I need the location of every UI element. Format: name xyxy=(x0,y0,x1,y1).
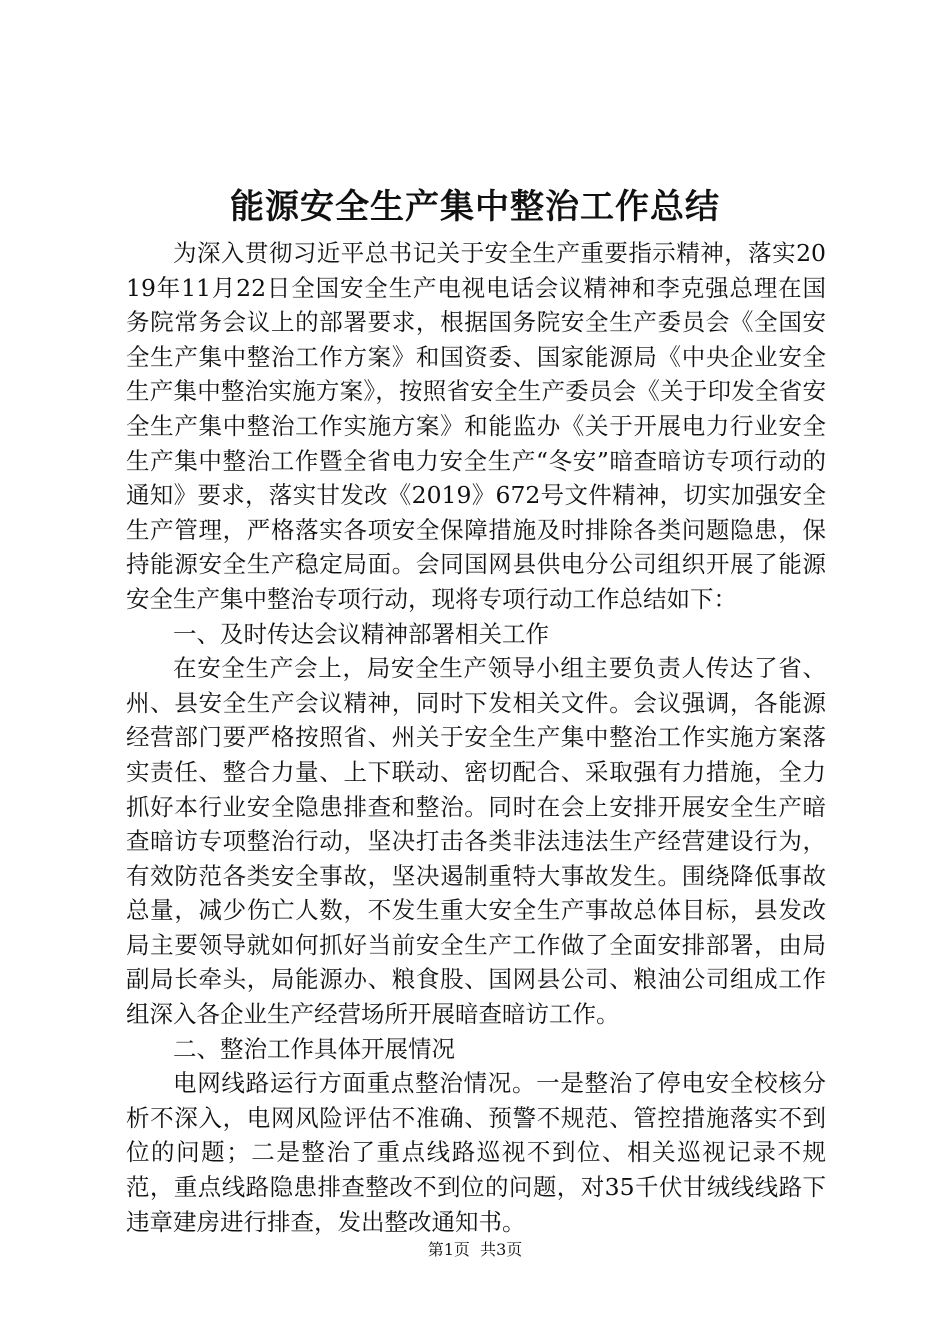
section-heading-2: 二、整治工作具体开展情况 xyxy=(173,1034,455,1063)
page-footer xyxy=(0,1240,950,1260)
document-body xyxy=(126,236,826,1239)
page-number: 第1页 xyxy=(427,1240,470,1259)
paragraph-section-2: 电网线路运行方面重点整治情况。一是整治了停电安全校核分析不深入，电网风险评估不准确、预警不规范、管控措施落实不到位的问题；二是整治了重点线路巡视不到位、相关巡视记录不规范，重点线路隐患排查整改不到位的问题，对35千伏甘绒线线路下违章建房进行排查，发出整改通知书。 xyxy=(126,1069,826,1236)
section-heading-1: 一、及时传达会议精神部署相关工作 xyxy=(173,619,549,648)
paragraph-section-1: 在安全生产会上，局安全生产领导小组主要负责人传达了省、州、县安全生产会议精神，同时下发相关文件。会议强调，各能源经营部门要严格按照省、州关于安全生产集中整治工作实施方案落实责任、整合力量、上下联动、密切配合、采取强有力措施，全力抓好本行业安全隐患排查和整治。同时在会上安排开展安全生产暗查暗访专项整治行动，坚决打击各类非法违法生产经营建设行为，有效防范各类安全事故，坚决遏制重特大事故发生。围绕降低事故总量，减少伤亡人数，不发生重大安全生产事故总体目标，县发改局主要领导就如何抓好当前安全生产工作做了全面安排部署，由局副局长牵头，局能源办、粮食股、国网县公司、粮油公司组成工作组深入各企业生产经营场所开展暗查暗访工作。 xyxy=(126,654,826,1029)
page-total: 共3页 xyxy=(480,1240,523,1259)
document-title: 能源安全生产集中整治工作总结 xyxy=(230,187,720,227)
paragraph-intro: 为深入贯彻习近平总书记关于安全生产重要指示精神，落实2019年11月22日全国安全生产电视电话会议精神和李克强总理在国务院常务会议上的部署要求，根据国务院安全生产委员会《全国安全生产集中整治工作方案》和国资委、国家能源局《中央企业安全生产集中整治实施方案》，按照省安全生产委员会《关于印发全省安全生产集中整治工作实施方案》和能监办《关于开展电力行业安全生产集中整治工作暨全省电力安全生产“冬安”暗查暗访专项行动的通知》要求，落实甘发改《2019》672号文件精神，切实加强安全生产管理，严格落实各项安全保障措施及时排除各类问题隐患，保持能源安全生产稳定局面。会同国网县供电分公司组织开展了能源安全生产集中整治专项行动，现将专项行动工作总结如下： xyxy=(126,239,826,613)
